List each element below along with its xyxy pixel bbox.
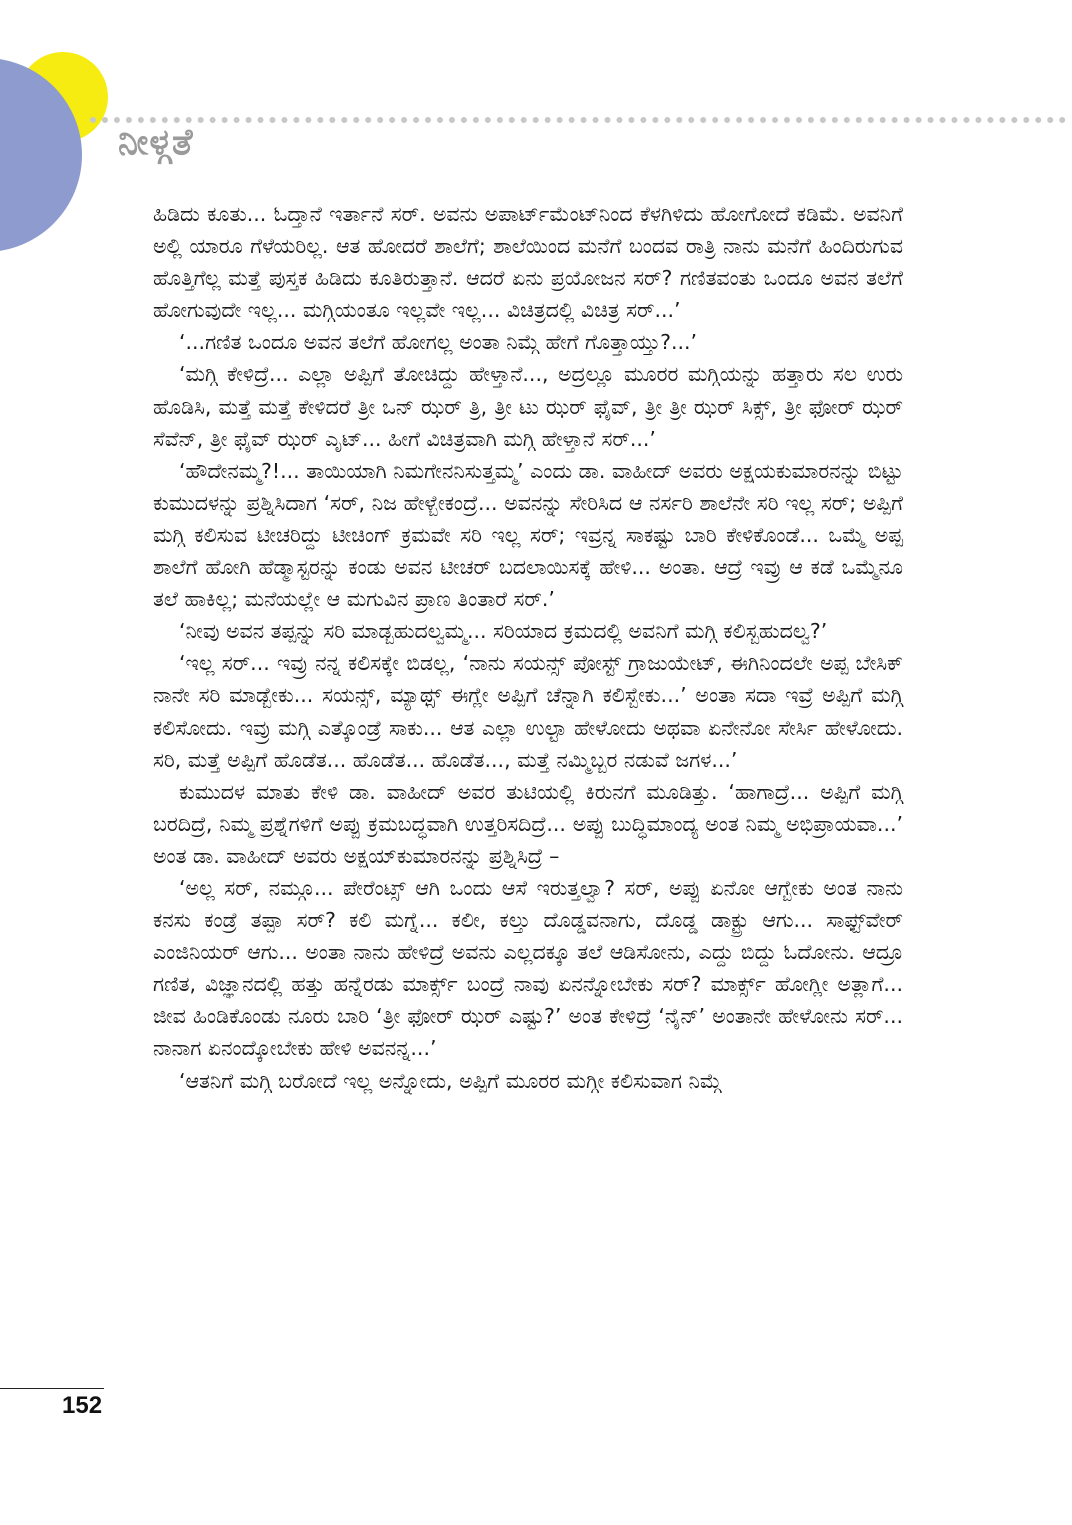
running-header-title: ನೀಳ್ಗತೆ: [118, 122, 194, 163]
paragraph: ‘ಇಲ್ಲ ಸರ್... ಇವ್ರು ನನ್ನ ಕಲಿಸಕ್ಕೇ ಬಿಡಲ್ಲ, ‘ನಾನು ಸಯನ್ಸ್ ಪೋಸ್ಟ್ ಗ್ರಾಜುಯೇಟ್, ಈಗಿನಿಂದಲೇ ಅಪ್ಪ ಬೇಸಿಕ್ ನಾನೇ ಸರಿ ಮಾಡ್ಬೇಕು... ಸಯನ್ಸ್, ಮ್ಯಾಥ್ಸ್ ಈಗ್ಲೇ ಅಪ್ಪಿಗೆ ಚೆನ್ನಾಗಿ ಕಲಿಸ್ಬೇಕು...’ ಅಂತಾ ಸದಾ ಇವ್ರೆ ಅಪ್ಪಿಗೆ ಮಗ್ಗಿ ಕಲಿಸೋದು. ಇವ್ರು ಮಗ್ಗಿ ಎತ್ಕೊಂಡ್ರೆ ಸಾಕು... ಆತ ಎಲ್ಲಾ ಉಲ್ಟಾ ಹೇಳೋದು ಅಥವಾ ಏನೇನೋ ಸೇರ್ಸಿ ಹೇಳೋದು. ಸರಿ, ಮತ್ತೆ ಅಪ್ಪಿಗೆ ಹೊಡೆತ... ಹೊಡೆತ... ಹೊಡೆತ..., ಮತ್ತೆ ನಮ್ಮಿಬ್ಬರ ನಡುವೆ ಜಗಳ...’: [153, 651, 903, 772]
paragraph: ‘ಹೌದೇನಮ್ಮ?!... ತಾಯಿಯಾಗಿ ನಿಮಗೇನನಿಸುತ್ತಮ್ಮ’ ಎಂದು ಡಾ. ವಾಹೀದ್ ಅವರು ಅಕ್ಷಯಕುಮಾರನನ್ನು ಬಿಟ್ಟು ಕುಮುದಳನ್ನು ಪ್ರಶ್ನಿಸಿದಾಗ ‘ಸರ್, ನಿಜ ಹೇಳ್ಬೇಕಂದ್ರೆ... ಅವನನ್ನು ಸೇರಿಸಿದ ಆ ನರ್ಸರಿ ಶಾಲೆನೇ ಸರಿ ಇಲ್ಲ ಸರ್; ಅಪ್ಪಿಗೆ ಮಗ್ಗಿ ಕಲಿಸುವ ಟೀಚರಿದ್ದು ಟೀಚಿಂಗ್ ಕ್ರಮವೇ ಸರಿ ಇಲ್ಲ ಸರ್; ಇವ್ರನ್ನ ಸಾಕಷ್ಟು ಬಾರಿ ಕೇಳಿಕೊಂಡೆ... ಒಮ್ಮೆ ಅಪ್ಪ ಶಾಲೆಗೆ ಹೋಗಿ ಹೆಡ್ಮಾಸ್ಟರನ್ನು ಕಂಡು ಅವನ ಟೀಚರ್ ಬದಲಾಯಿಸಕ್ಕೆ ಹೇಳಿ... ಅಂತಾ. ಆದ್ರೆ ಇವ್ರು ಆ ಕಡೆ ಒಮ್ಮೆನೂ ತಲೆ ಹಾಕಿಲ್ಲ; ಮನೆಯಲ್ಲೇ ಆ ಮಗುವಿನ ಪ್ರಾಣ ತಿಂತಾರೆ ಸರ್.’: [153, 458, 903, 612]
paragraph: ‘ಆತನಿಗೆ ಮಗ್ಗಿ ಬರೋದೆ ಇಲ್ಲ ಅನ್ನೋದು, ಅಪ್ಪಿಗೆ ಮೂರರ ಮಗ್ಗೀ ಕಲಿಸುವಾಗ ನಿಮ್ಗೆ: [179, 1068, 722, 1093]
paragraph: ಹಿಡಿದು ಕೂತು... ಓದ್ತಾನೆ ಇರ್ತಾನೆ ಸರ್. ಅವನು ಅಪಾರ್ಟ್‌ಮೆಂಟ್‌ನಿಂದ ಕೆಳಗಿಳಿದು ಹೋಗೋದೆ ಕಡಿಮೆ. ಅವನಿಗೆ ಅಲ್ಲಿ ಯಾರೂ ಗೆಳೆಯರಿಲ್ಲ. ಆತ ಹೋದರೆ ಶಾಲೆಗೆ; ಶಾಲೆಯಿಂದ ಮನೆಗೆ ಬಂದವ ರಾತ್ರಿ ನಾನು ಮನೆಗೆ ಹಿಂದಿರುಗುವ ಹೊತ್ತಿಗೆಲ್ಲ ಮತ್ತೆ ಪುಸ್ತಕ ಹಿಡಿದು ಕೂತಿರುತ್ತಾನೆ. ಆದರೆ ಏನು ಪ್ರಯೋಜನ ಸರ್? ಗಣಿತವಂತು ಒಂದೂ ಅವನ ತಲೆಗೆ ಹೋಗುವುದೇ ಇಲ್ಲ... ಮಗ್ಗಿಯಂತೂ ಇಲ್ಲವೇ ಇಲ್ಲ... ವಿಚಿತ್ರದಲ್ಲಿ ವಿಚಿತ್ರ ಸರ್...’: [153, 202, 903, 323]
page-number: 152: [62, 1392, 103, 1419]
paragraph: ‘ಮಗ್ಗಿ ಕೇಳಿದ್ರೆ... ಎಲ್ಲಾ ಅಪ್ಪಿಗೆ ತೋಚಿದ್ದು ಹೇಳ್ತಾನೆ..., ಅದ್ರಲ್ಲೂ ಮೂರರ ಮಗ್ಗಿಯನ್ನು ಹತ್ತಾರು ಸಲ ಉರು ಹೊಡಿಸಿ, ಮತ್ತೆ ಮತ್ತೆ ಕೇಳಿದರೆ ತ್ರೀ ಒನ್ ಝರ್ ತ್ರಿ, ತ್ರೀ ಟು ಝರ್ ಫೈವ್, ತ್ರೀ ತ್ರೀ ಝರ್ ಸಿಕ್ಸ್, ತ್ರೀ ಫೋರ್ ಝರ್ ಸೆವೆನ್, ತ್ರೀ ಫೈವ್ ಝರ್ ಎೃಟ್... ಹೀಗೆ ವಿಚಿತ್ರವಾಗಿ ಮಗ್ಗಿ ಹೇಳ್ತಾನೆ ಸರ್...’: [153, 362, 903, 451]
header-dotted-rule: [90, 117, 1066, 123]
footer-rule: [0, 1388, 104, 1389]
paragraph: ಕುಮುದಳ ಮಾತು ಕೇಳಿ ಡಾ. ವಾಹೀದ್ ಅವರ ತುಟಿಯಲ್ಲಿ ಕಿರುನಗೆ ಮೂಡಿತ್ತು. ‘ಹಾಗಾದ್ರೆ... ಅಪ್ಪಿಗೆ ಮಗ್ಗಿ ಬರದಿದ್ರೆ, ನಿಮ್ಮ ಪ್ರಶ್ನೆಗಳಿಗೆ ಅಪ್ಪು ಕ್ರಮಬದ್ಧವಾಗಿ ಉತ್ತರಿಸದಿದ್ರೆ... ಅಪ್ಪು ಬುದ್ಧಿಮಾಂದ್ಯ ಅಂತ ನಿಮ್ಮ ಅಭಿಪ್ರಾಯವಾ...’ ಅಂತ ಡಾ. ವಾಹೀದ್ ಅವರು ಅಕ್ಷಯ್‌ಕುಮಾರನನ್ನು ಪ್ರಶ್ನಿಸಿದ್ರೆ –: [153, 779, 903, 868]
paragraph: ‘ನೀವು ಅವನ ತಪ್ಪನ್ನು ಸರಿ ಮಾಡ್ಬಹುದಲ್ವಮ್ಮ... ಸರಿಯಾದ ಕ್ರಮದಲ್ಲಿ ಅವನಿಗೆ ಮಗ್ಗಿ ಕಲಿಸ್ಬಹುದಲ್ವ?’: [179, 619, 828, 644]
story-body: [153, 198, 903, 1097]
paragraph: ‘...ಗಣಿತ ಒಂದೂ ಅವನ ತಲೆಗೆ ಹೋಗಲ್ಲ ಅಂತಾ ನಿಮ್ಗೆ ಹೇಗೆ ಗೊತ್ತಾಯ್ತು?...’: [179, 330, 698, 355]
paragraph: ‘ಅಲ್ಲ ಸರ್, ನಮ್ಗೂ... ಪೇರೆಂಟ್ಸ್ ಆಗಿ ಒಂದು ಆಸೆ ಇರುತ್ತಲ್ವಾ? ಸರ್, ಅಪ್ಪು ಏನೋ ಆಗ್ಬೇಕು ಅಂತ ನಾನು ಕನಸು ಕಂಡ್ರೆ ತಪ್ಪಾ ಸರ್? ಕಲಿ ಮಗ್ನೆ... ಕಲೀ, ಕಲ್ತು ದೊಡ್ಡವನಾಗು, ದೊಡ್ಡ ಡಾಕ್ಟ್ರು ಆಗು... ಸಾಫ್ಟ್‌ವೇರ್ ಎಂಜಿನಿಯರ್ ಆಗು... ಅಂತಾ ನಾನು ಹೇಳಿದ್ರೆ ಅವನು ಎಲ್ಲದಕ್ಕೂ ತಲೆ ಆಡಿಸೋನು, ಎದ್ದು ಬಿದ್ದು ಓದೋನು. ಆದ್ರೂ ಗಣಿತ, ವಿಜ್ಞಾನದಲ್ಲಿ ಹತ್ತು ಹನ್ನೆರಡು ಮಾರ್ಕ್ಸ್ ಬಂದ್ರೆ ನಾವು ಏನನ್ನೋಬೇಕು ಸರ್? ಮಾರ್ಕ್ಸ್ ಹೋಗ್ಲೀ ಅತ್ಲಾಗೆ... ಜೀವ ಹಿಂಡಿಕೊಂಡು ನೂರು ಬಾರಿ ‘ತ್ರೀ ಫೋರ್ ಝರ್ ಎಷ್ಟು?’ ಅಂತ ಕೇಳಿದ್ರೆ ‘ನೈನ್’ ಅಂತಾನೇ ಹೇಳೋನು ಸರ್... ನಾನಾಗ ಏನಂದ್ಕೋಬೇಕು ಹೇಳಿ ಅವನನ್ನ...’: [153, 875, 903, 1061]
